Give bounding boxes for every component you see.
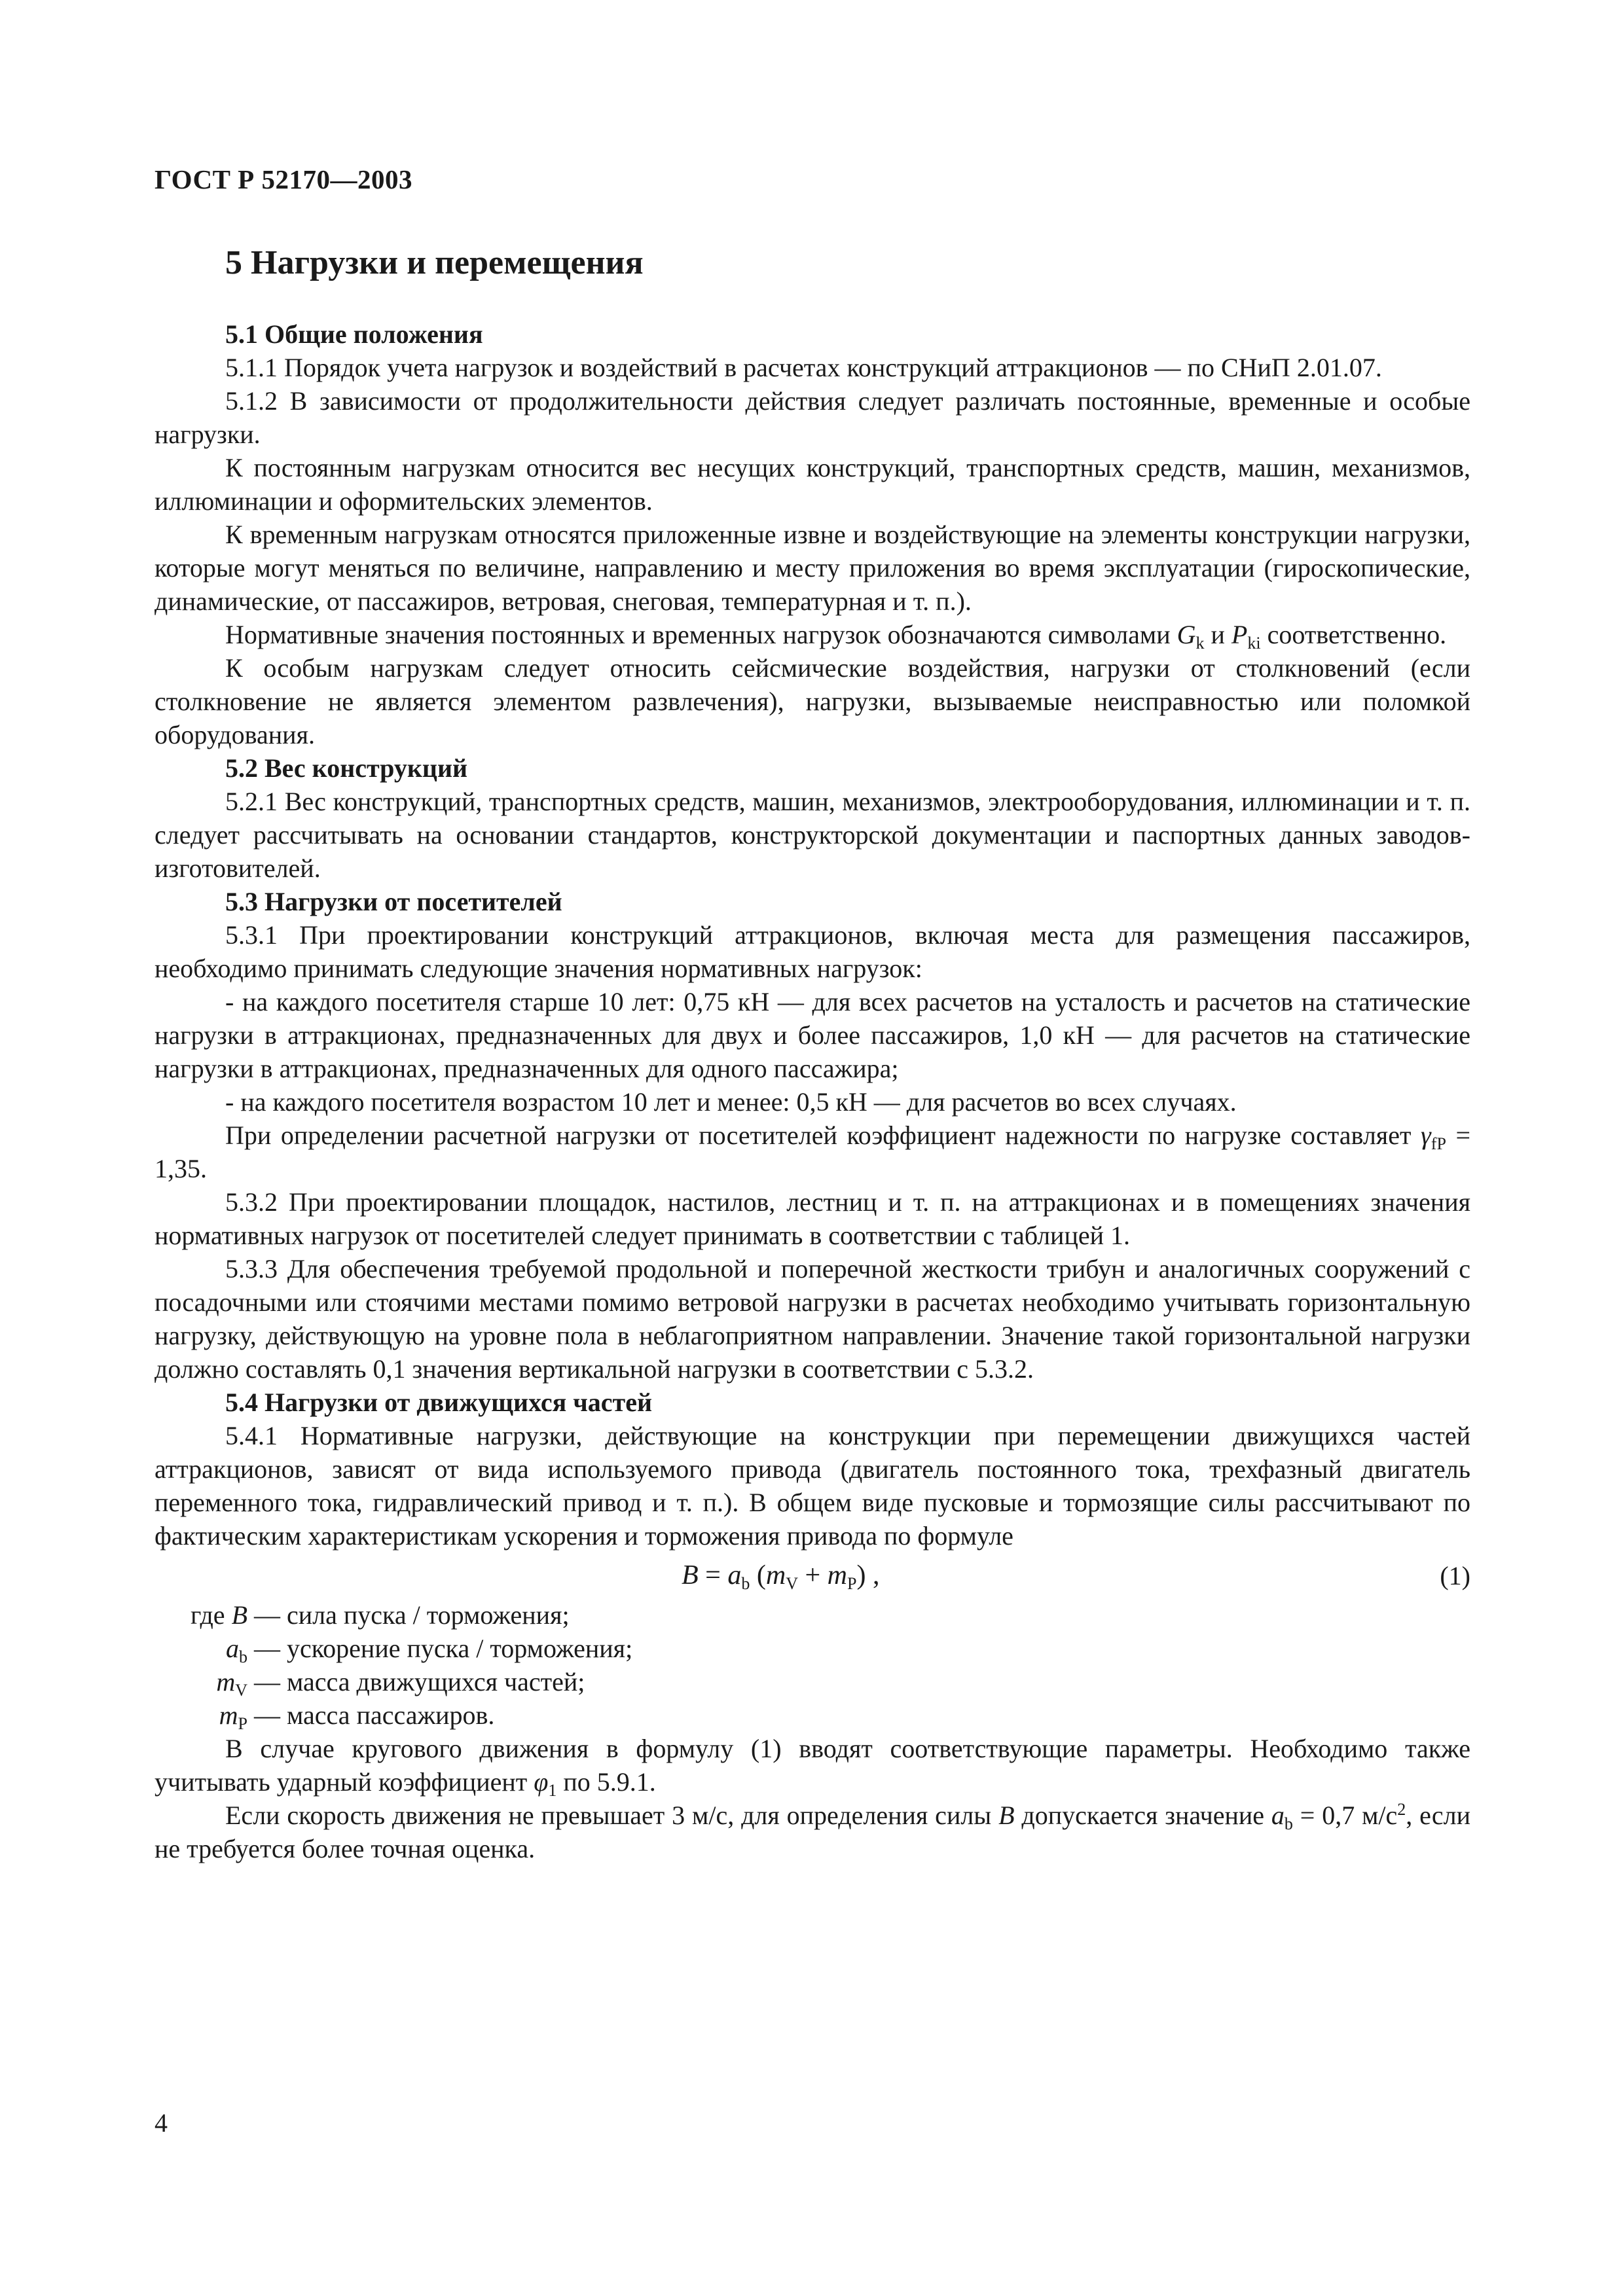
- paragraph-5-3-3: 5.3.3 Для обеспечения требуемой продольной и поперечной жесткости трибун и аналогичных сооружений с посадочными или стоячими местами помимо ветровой нагрузки в расчетах необходимо учитывать горизонтальную нагрузку, действующую на уровне пола в неблагоприятном направлении. Значение такой горизонтальной нагрузки должно составлять 0,1 значения вертикальной нагрузки в соответствии с 5.3.2.: [155, 1254, 1470, 1384]
- page-number: 4: [155, 2108, 168, 2138]
- document-header: ГОСТ Р 52170—2003: [155, 164, 412, 194]
- paragraph-5-1-1: 5.1.1 Порядок учета нагрузок и воздействий в расчетах конструкций аттракционов — по СНиП 2.01.07.: [225, 353, 1382, 382]
- paragraph-5-3-1: 5.3.1 При проектировании конструкций аттракционов, включая места для размещения пассажиров, необходимо принимать следующие значения нормативных нагрузок:: [155, 920, 1470, 983]
- paragraph-load-factor: При определении расчетной нагрузки от посетителей коэффициент надежности по нагрузке составляет $\gamma_{fP} = 1,35$.: [155, 1121, 1471, 1183]
- paragraph-circular-motion: В случае кругового движения в формулу (1) вводят соответствующие параметры. Необходимо также учитывать ударный коэффициент $\varphi_1$ по 5.9.1.: [155, 1734, 1470, 1800]
- document-body: [155, 317, 1470, 1865]
- legend-text: — масса движущихся частей;: [254, 1667, 585, 1696]
- legend-text: — сила пуска / торможения;: [254, 1600, 570, 1630]
- subsection-heading-5-2: 5.2 Вес конструкций: [225, 753, 468, 783]
- paragraph-special-loads: К особым нагрузкам следует относить сейсмические воздействия, нагрузки от столкновений (если столкновение не является элементом развлечения), нагрузки, вызываемые неисправностью или поломкой оборудования.: [155, 653, 1470, 749]
- formula-expression: $B = a_b$ $(m_V + m_P)$ ,: [682, 1560, 880, 1593]
- legend-symbol: m: [216, 1667, 236, 1696]
- legend-row: $m_V$ — масса движущихся частей;: [155, 1665, 1470, 1698]
- legend-symbol: a: [226, 1634, 239, 1663]
- legend-row: $a_b$ — ускорение пуска / торможения;: [155, 1632, 1470, 1665]
- paragraph-5-3-2: 5.3.2 При проектировании площадок, настилов, лестниц и т. п. на аттракционах и в помещениях значения нормативных нагрузок от посетителей следует принимать в соответствии с таблицей 1.: [155, 1187, 1470, 1250]
- paragraph-5-4-1: 5.4.1 Нормативные нагрузки, действующие на конструкции при перемещении движущихся частей аттракционов, зависят от вида используемого привода (двигатель постоянного тока, трехфазный двигатель переменного тока, гидравлический привод и т. п.). В общем виде пусковые и тормозящие силы рассчитывают по фактическим характеристикам ускорения и торможения привода по формуле: [155, 1421, 1470, 1551]
- subsection-heading-5-1: 5.1 Общие положения: [225, 319, 483, 349]
- list-item-visitor-over-10: - на каждого посетителя старше 10 лет: 0,75 кН — для всех расчетов на усталость и расчетов на статические нагрузки в аттракционах, предназначенных для двух и более пассажиров, 1,0 кН — для расчетов на статические нагрузки в аттракционах, предназначенных для одного пассажира;: [155, 987, 1470, 1083]
- section-title: 5 Нагрузки и перемещения: [225, 244, 644, 281]
- subsection-heading-5-3: 5.3 Нагрузки от посетителей: [225, 887, 562, 916]
- legend-text: — масса пассажиров.: [254, 1700, 495, 1730]
- legend-symbol: m: [219, 1700, 238, 1730]
- legend-text: — ускорение пуска / торможения;: [254, 1634, 633, 1663]
- list-item-visitor-under-10: - на каждого посетителя возрастом 10 лет и менее: 0,5 кН — для расчетов во всех случаях.: [225, 1087, 1237, 1117]
- legend-row: [155, 1598, 1470, 1632]
- legend-where-word: где: [191, 1600, 225, 1630]
- formula-1: [155, 1556, 1470, 1596]
- legend-symbol: B: [231, 1600, 247, 1630]
- paragraph-permanent-loads: К постоянным нагрузкам относится вес несущих конструкций, транспортных средств, машин, механизмов, иллюминации и оформительских элементов.: [155, 453, 1470, 516]
- paragraph-load-symbols: Нормативные значения постоянных и временных нагрузок обозначаются символами $G_k$ и $P_{ki}$ соответственно.: [225, 620, 1447, 653]
- legend-row: $m_P$ — масса пассажиров.: [155, 1698, 1470, 1732]
- formula-number: (1): [1440, 1561, 1470, 1590]
- subsection-heading-5-4: 5.4 Нагрузки от движущихся частей: [225, 1388, 652, 1417]
- formula-legend: [155, 1598, 1470, 1732]
- paragraph-5-1-2: 5.1.2 В зависимости от продолжительности действия следует различать постоянные, временные и особые нагрузки.: [155, 386, 1470, 449]
- paragraph-speed-limit: Если скорость движения не превышает 3 м/с, для определения силы B допускается значение $a_b = 0,7$ $м/с^2$, если не требуется более точная оценка.: [155, 1800, 1471, 1863]
- paragraph-5-2-1: 5.2.1 Вес конструкций, транспортных средств, машин, механизмов, электрооборудования, иллюминации и т. п. следует рассчитывать на основании стандартов, конструкторской документации и паспортных данных заводов-изготовителей.: [155, 787, 1470, 883]
- paragraph-temporary-loads: К временным нагрузкам относятся приложенные извне и воздействующие на элементы конструкции нагрузки, которые могут меняться по величине, направлению и месту приложения во время эксплуатации (гироскопические, динамические, от пассажиров, ветровая, снеговая, температурная и т. п.).: [155, 520, 1470, 616]
